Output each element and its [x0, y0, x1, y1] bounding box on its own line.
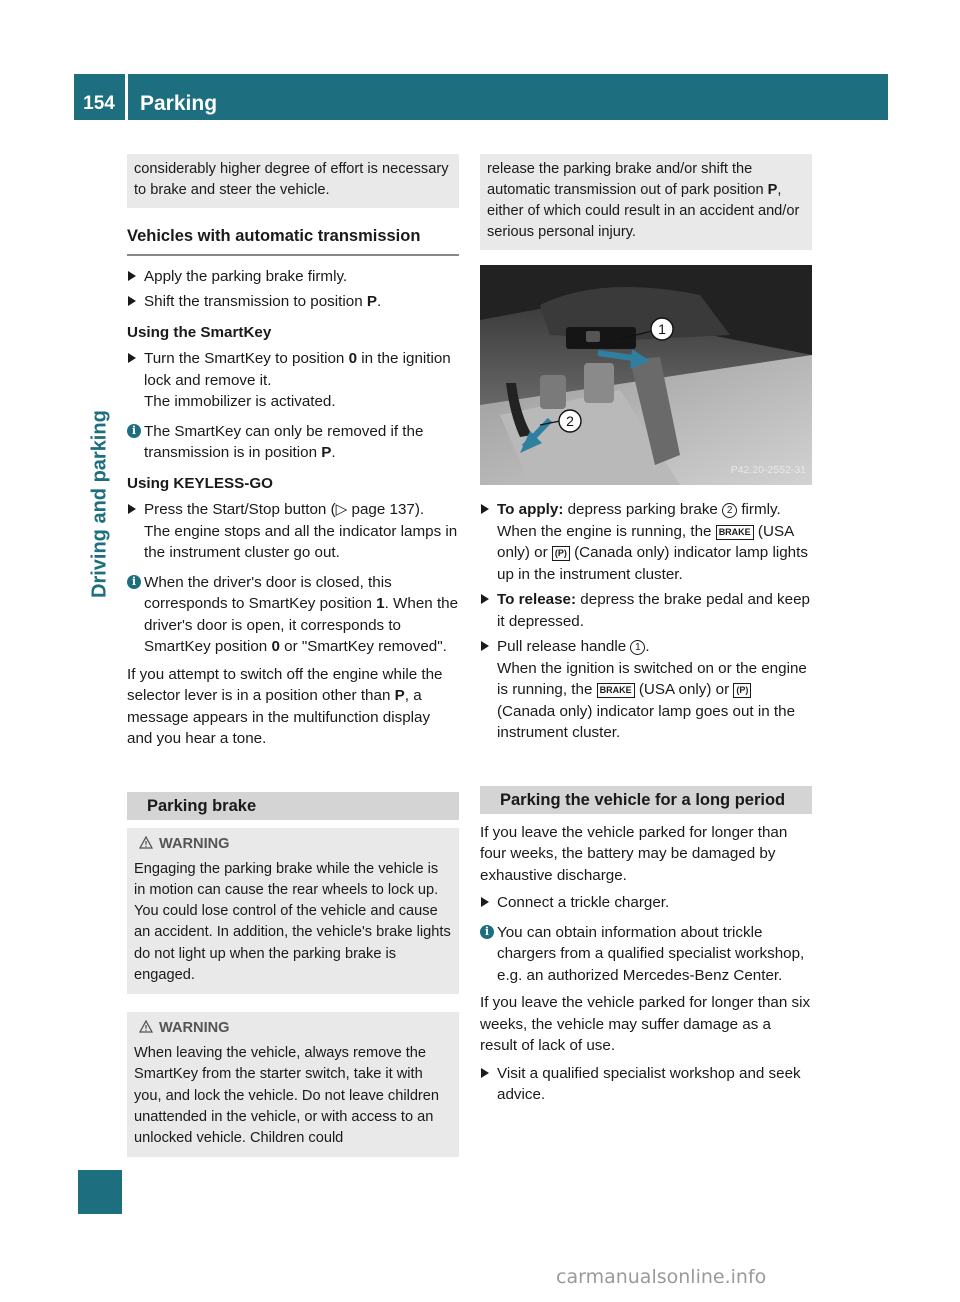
step-shift-transmission — [127, 291, 459, 313]
position-label: P — [767, 182, 778, 198]
four-weeks-paragraph: If you leave the vehicle parked for longer than four weeks, the battery may be damaged by exhaustive discharge. — [480, 823, 788, 884]
step-text: Apply the parking brake firmly. — [144, 267, 348, 285]
switch-off-paragraph — [127, 664, 459, 750]
photo-reference-code: P42.20-2552-31 — [730, 463, 806, 476]
photo-callout-2: 2 — [566, 413, 574, 429]
warning-continuation-box — [127, 154, 459, 208]
step-text: . — [377, 293, 382, 310]
footer-watermark: carmanualsonline.info — [556, 1266, 767, 1288]
left-column — [127, 154, 459, 1157]
info-note-remove — [127, 421, 459, 464]
info-icon: i — [127, 424, 141, 438]
paragraph-text: If you attempt to switch off the engine while the selector lever is in a position other than — [127, 665, 443, 704]
position-label: P — [366, 293, 377, 310]
warning-header — [134, 834, 451, 855]
parking-brake-heading: Parking brake — [127, 792, 459, 820]
chapter-tab-label — [78, 128, 122, 598]
warning-continuation-text: considerably higher degree of effort is necessary to brake and steer the vehicle. — [134, 161, 449, 198]
step-text: Connect a trickle charger. — [497, 894, 670, 911]
step-label: To release: — [497, 591, 577, 608]
step-text: depress the brake pedal and keep it depressed. — [497, 591, 810, 630]
step-text: Visit a qualified specialist workshop and seek advice. — [497, 1064, 801, 1103]
position-label: 1 — [376, 595, 385, 612]
step-result: (Canada only) indicator lamp lights up in the instrument cluster. — [497, 544, 808, 583]
step-result: The immobilizer is activated. — [144, 393, 336, 410]
warning-triangle-icon — [139, 836, 153, 849]
warning-continuation-text — [487, 159, 804, 243]
six-weeks-paragraph: If you leave the vehicle parked for longer than six weeks, the vehicle may suffer damage as a result of lack of use. — [480, 994, 811, 1054]
step-arrow-icon — [481, 594, 489, 604]
step-result: When the ignition is switched on or the engine is running, the — [497, 659, 807, 698]
info-note-door — [127, 572, 459, 658]
step-arrow-icon — [481, 1068, 489, 1078]
info-text: or "SmartKey removed". — [279, 638, 447, 655]
step-result: The engine stops and all the indicator lamps in the instrument cluster go out. — [144, 522, 458, 561]
callout-2-reference: 2 — [722, 503, 737, 518]
warning-label: WARNING — [159, 835, 230, 852]
smartkey-heading: Using the SmartKey — [127, 323, 272, 341]
paragraph-text: , a message appears in the multifunction display and you hear a tone. — [127, 687, 431, 747]
photo-callout-1: 1 — [658, 321, 666, 337]
step-text: firmly. — [737, 501, 781, 518]
step-apply-brake — [127, 266, 459, 288]
warning-text: Engaging the parking brake while the vehicle is in motion can cause the rear wheels to lock up. You could lose control of the vehicle and cause an accident. In addition, the vehicle's brake lights do not light up when the parking brake is engaged. — [134, 860, 451, 983]
footwell-illustration — [480, 265, 812, 485]
step-visit-workshop — [480, 1063, 812, 1106]
step-result: When the engine is running, the — [497, 522, 716, 540]
step-to-apply — [480, 499, 812, 585]
step-turn-smartkey — [127, 348, 459, 413]
info-note-trickle — [480, 922, 812, 987]
header-divider — [125, 74, 128, 120]
position-label: P — [321, 444, 332, 461]
callout-1-reference: 1 — [630, 640, 645, 655]
step-to-release — [480, 589, 812, 632]
warning-triangle-icon — [139, 1020, 153, 1033]
warning-continuation-box — [480, 154, 812, 250]
warning-label: WARNING — [159, 1019, 230, 1036]
info-text: When the driver's door is closed, this corresponds to SmartKey position — [144, 573, 392, 612]
step-text: Press the Start/Stop button (▷ page 137). — [144, 501, 425, 518]
info-icon: i — [127, 575, 141, 589]
step-result: (USA only) or — [634, 681, 734, 698]
step-arrow-icon — [128, 353, 136, 363]
step-text: Shift the transmission to position — [144, 293, 367, 310]
position-label: 0 — [271, 638, 280, 655]
warning-box-leaving — [127, 1012, 459, 1157]
info-text: You can obtain information about trickle chargers from a qualified specialist workshop, e.g. an authorized Mercedes-Benz Center. — [497, 923, 805, 984]
warning-text: release the parking brake and/or shift the automatic transmission out of park position — [487, 161, 768, 198]
step-connect-charger — [480, 892, 812, 914]
step-arrow-icon — [128, 296, 136, 306]
keyless-go-heading: Using KEYLESS-GO — [127, 474, 273, 492]
step-text: in the ignition lock and remove it. — [144, 350, 451, 389]
parking-indicator-icon: (P) — [552, 546, 570, 561]
brake-indicator-icon: BRAKE — [597, 683, 635, 698]
step-arrow-icon — [481, 641, 489, 651]
step-arrow-icon — [481, 897, 489, 907]
warning-box-motion — [127, 828, 459, 994]
step-arrow-icon — [128, 504, 136, 514]
page-number: 154 — [83, 93, 115, 114]
long-period-heading: Parking the vehicle for a long period — [480, 786, 812, 814]
chapter-tab-marker — [78, 1170, 122, 1214]
step-arrow-icon — [481, 504, 489, 514]
info-text: . — [331, 444, 336, 461]
page-title: Parking — [140, 92, 218, 115]
step-result: (USA only) or — [497, 522, 794, 561]
position-label: 0 — [348, 350, 358, 367]
step-label: To apply: — [497, 501, 564, 518]
brake-indicator-icon: BRAKE — [716, 525, 754, 540]
step-text: . — [645, 638, 650, 655]
right-column — [480, 154, 812, 1110]
warning-text: , either of which could result in an accident and/or serious personal injury. — [487, 182, 800, 240]
step-arrow-icon — [128, 271, 136, 281]
parking-indicator-icon: (P) — [733, 683, 751, 698]
info-text: . When the driver's door is open, it corresponds to SmartKey position — [144, 595, 459, 655]
step-press-start-stop — [127, 499, 459, 564]
warning-header — [134, 1018, 451, 1039]
parking-brake-photo — [480, 265, 812, 485]
position-label: P — [394, 687, 405, 704]
warning-text: When leaving the vehicle, always remove the SmartKey from the starter switch, take it with you, and lock the vehicle. Do not leave children unattended in the vehicle, or with access to an unlocked vehicle. Children could — [134, 1045, 440, 1146]
info-text: The SmartKey can only be removed if the transmission is in position — [144, 422, 424, 461]
step-text: depress parking brake — [563, 501, 723, 518]
chapter-tab-text: Driving and parking — [88, 410, 111, 598]
automatic-transmission-heading: Vehicles with automatic transmission — [127, 226, 459, 256]
step-text: Turn the SmartKey to position — [144, 350, 349, 367]
step-result: (Canada only) indicator lamp goes out in the instrument cluster. — [497, 702, 796, 741]
info-icon: i — [480, 925, 494, 939]
step-pull-handle — [480, 636, 812, 744]
step-text: Pull release handle — [497, 638, 631, 655]
